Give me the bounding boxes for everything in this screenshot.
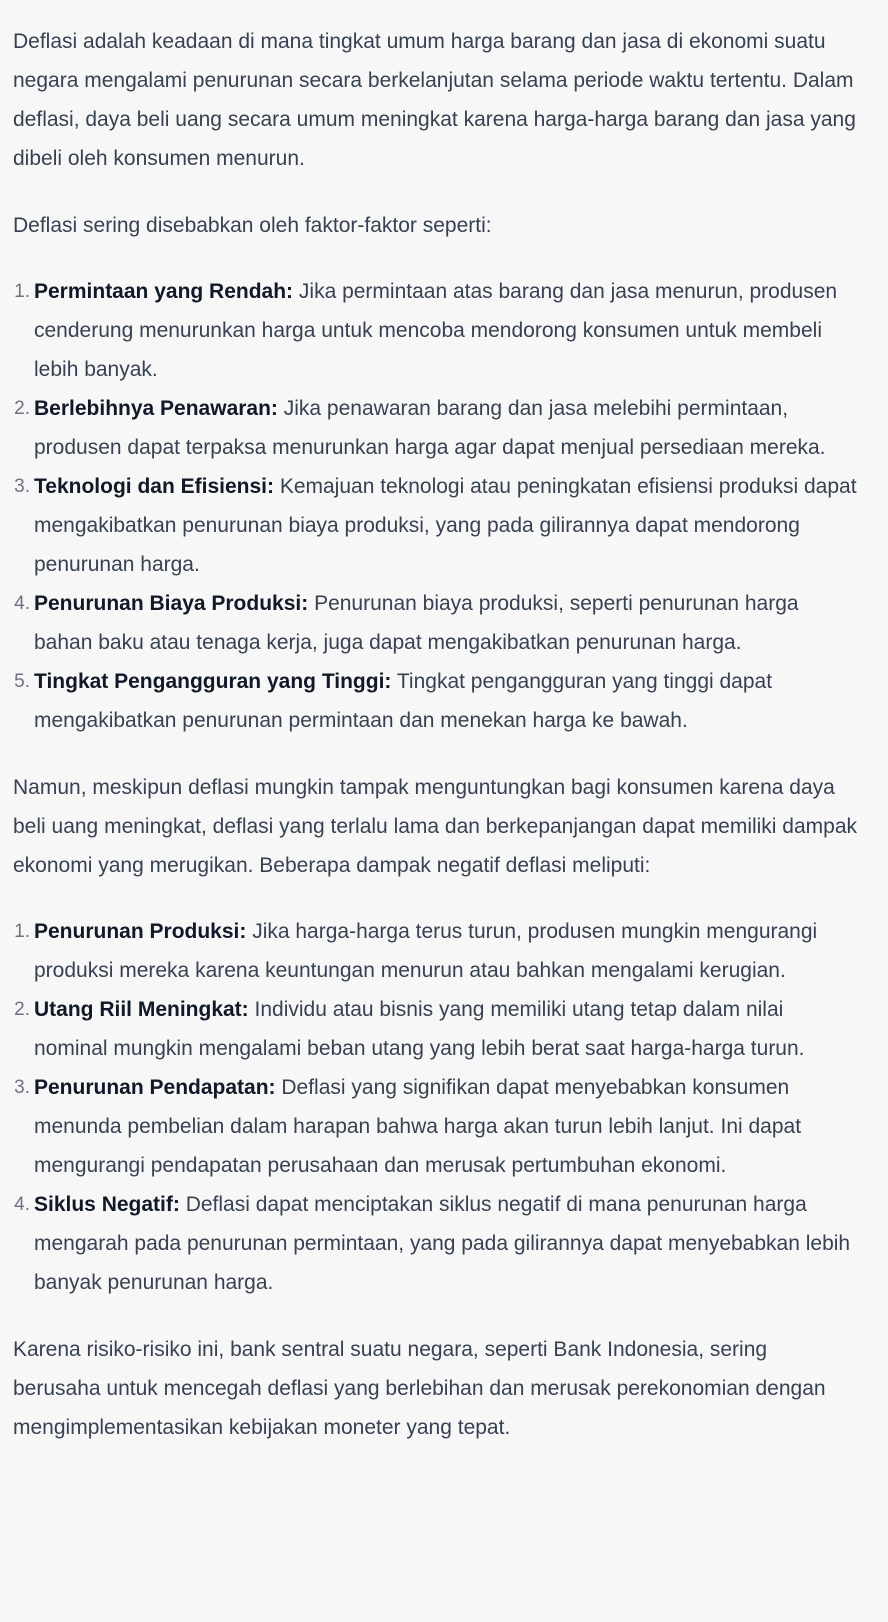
list-item-text: Jika penawaran barang dan jasa melebihi permintaan, produsen dapat terpaksa menurunkan harga agar dapat menjual persediaan mereka. [34,397,826,459]
list-item-text: Deflasi yang signifikan dapat menyebabkan konsumen menunda pembelian dalam harapan bahwa harga akan turun lebih lanjut. Ini dapat mengurangi pendapatan perusahaan dan merusak pertumbuhan ekonomi. [34,1076,802,1177]
list-item-text: Jika permintaan atas barang dan jasa menurun, produsen cenderung menurunkan harga untuk mencoba mendorong konsumen untuk membeli lebih banyak. [34,280,838,381]
list-item [14,662,858,740]
list-number: 1. [14,921,30,942]
list-item-text: Tingkat pengangguran yang tinggi dapat mengakibatkan penurunan permintaan dan menekan harga ke bawah. [34,670,773,732]
causes-intro-paragraph: Deflasi sering disebabkan oleh faktor-faktor seperti: [13,214,492,237]
list-number: 1. [14,281,30,302]
list-item-term: Utang Riil Meningkat: [34,998,249,1021]
list-number: 5. [14,671,30,692]
impacts-intro-paragraph: Namun, meskipun deflasi mungkin tampak menguntungkan bagi konsumen karena daya beli uang meningkat, deflasi yang terlalu lama dan berkepanjangan dapat memiliki dampak ekonomi yang merugikan. Beberapa dampak negatif deflasi meliputi: [13,776,858,877]
list-item [14,1185,858,1302]
list-number: 2. [14,999,30,1020]
list-number: 4. [14,593,30,614]
list-item [14,272,858,389]
list-item-text: Penurunan biaya produksi, seperti penurunan harga bahan baku atau tenaga kerja, juga dapat mengakibatkan penurunan harga. [34,592,799,654]
list-item [14,467,858,584]
list-item [14,912,858,990]
intro-paragraph: Deflasi adalah keadaan di mana tingkat umum harga barang dan jasa di ekonomi suatu negara mengalami penurunan secara berkelanjutan selama periode waktu tertentu. Dalam deflasi, daya beli uang secara umum meningkat karena harga-harga barang dan jasa yang dibeli oleh konsumen menurun. [13,30,856,170]
list-item-text: Individu atau bisnis yang memiliki utang tetap dalam nilai nominal mungkin mengalami beban utang yang lebih berat saat harga-harga turun. [34,998,805,1060]
list-item-term: Teknologi dan Efisiensi: [34,475,274,498]
list-number: 4. [14,1194,30,1215]
list-item-term: Siklus Negatif: [34,1193,180,1216]
list-item-text: Kemajuan teknologi atau peningkatan efisiensi produksi dapat mengakibatkan penurunan biaya produksi, yang pada gilirannya dapat mendorong penurunan harga. [34,475,857,576]
causes-list [13,272,858,740]
list-item-term: Penurunan Produksi: [34,920,247,943]
list-item-term: Penurunan Pendapatan: [34,1076,276,1099]
list-item-term: Tingkat Pengangguran yang Tinggi: [34,670,392,693]
conclusion-paragraph: Karena risiko-risiko ini, bank sentral suatu negara, seperti Bank Indonesia, sering berusaha untuk mencegah deflasi yang berlebihan dan merusak perekonomian dengan mengimplementasikan kebijakan moneter yang tepat. [13,1338,826,1439]
list-item-term: Berlebihnya Penawaran: [34,397,278,420]
impacts-list [13,912,858,1302]
list-item-term: Penurunan Biaya Produksi: [34,592,309,615]
list-item [14,1068,858,1185]
list-item-text: Deflasi dapat menciptakan siklus negatif di mana penurunan harga mengarah pada penurunan permintaan, yang pada gilirannya dapat menyebabkan lebih banyak penurunan harga. [34,1193,851,1294]
list-item-text: Jika harga-harga terus turun, produsen mungkin mengurangi produksi mereka karena keuntungan menurun atau bahkan mengalami kerugian. [34,920,818,982]
list-item [14,584,858,662]
list-item [14,990,858,1068]
list-item-term: Permintaan yang Rendah: [34,280,294,303]
list-number: 3. [14,1077,30,1098]
list-number: 3. [14,476,30,497]
list-item [14,389,858,467]
list-number: 2. [14,398,30,419]
